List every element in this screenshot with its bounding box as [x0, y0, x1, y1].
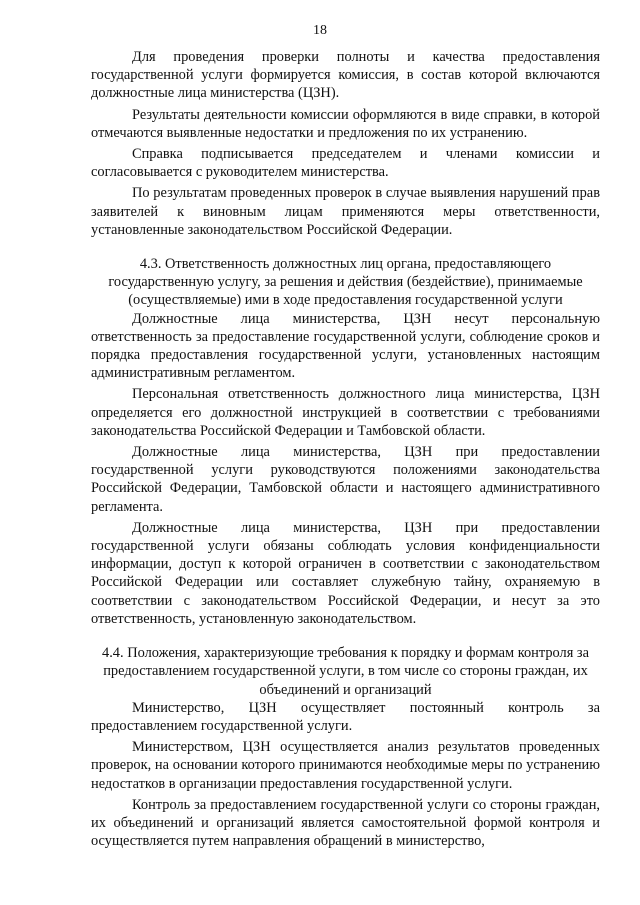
paragraph-commission-formation: Для проведения проверки полноты и качества предоставления государственной услуги формируется комиссия, в состав которой включаются должностные лица министерства (ЦЗН).	[91, 49, 600, 102]
paragraph-inspection-analysis: Министерством, ЦЗН осуществляется анализ результатов проведенных проверок, на основании которого принимаются необходимые меры по устранению недостатков в организации предоставления государственной услуги.	[91, 739, 600, 792]
paragraph-violation-liability: По результатам проведенных проверок в случае выявления нарушений прав заявителей к виновным лицам применяются меры ответственности, установленные законодательством Российской Федерации.	[91, 185, 600, 238]
paragraph-constant-control: Министерство, ЦЗН осуществляет постоянный контроль за предоставлением государственной услуги.	[91, 699, 600, 734]
paragraph-commission-results: Результаты деятельности комиссии оформляются в виде справки, в которой отмечаются выявленные недостатки и предложения по их устранению.	[91, 106, 600, 141]
paragraph-confidentiality: Должностные лица министерства, ЦЗН при предоставлении государственной услуги обязаны соблюдать условия конфиденциальности информации, доступ к которой ограничен в соответствии с законодательством Российской Федерации или составляет служебную тайну, охраняемую в соответствии с законодательством Российской Федерации, и несут за это ответственность, установленную законодательством.	[91, 519, 600, 627]
section-heading-4-4: 4.4. Положения, характеризующие требования к порядку и формам контроля за предоставлением государственной услуги, в том числе со стороны граждан, их объединений и организаций	[102, 645, 589, 698]
paragraph-personal-responsibility: Должностные лица министерства, ЦЗН несут персональную ответственность за предоставление государственной услуги, соблюдение сроков и порядка предоставления государственной услуги, установленных настоящим административным регламентом.	[91, 310, 600, 382]
paragraph-report-signing: Справка подписывается председателем и членами комиссии и согласовывается с руководителем министерства.	[91, 146, 600, 181]
document-body	[91, 48, 600, 853]
paragraph-citizen-control: Контроль за предоставлением государственной услуги со стороны граждан, их объединений и организаций является самостоятельной формой контроля и осуществляется путем направления обращений в министерство,	[91, 796, 600, 850]
section-heading-4-3: 4.3. Ответственность должностных лиц органа, предоставляющего государственную услугу, за решения и действия (бездействие), принимаемые (осуществляемые) ими в ходе предоставления государственной услуги	[108, 256, 583, 309]
paragraph-job-instruction: Персональная ответственность должностного лица министерства, ЦЗН определяется его должностной инструкцией в соответствии с требованиями законодательства Российской Федерации и Тамбовской области.	[91, 386, 600, 439]
paragraph-legislation-guidance: Должностные лица министерства, ЦЗН при предоставлении государственной услуги руководствуются положениями законодательства Российской Федерации, Тамбовской области и настоящего административного регламента.	[91, 444, 600, 515]
page-number: 18	[313, 23, 327, 38]
